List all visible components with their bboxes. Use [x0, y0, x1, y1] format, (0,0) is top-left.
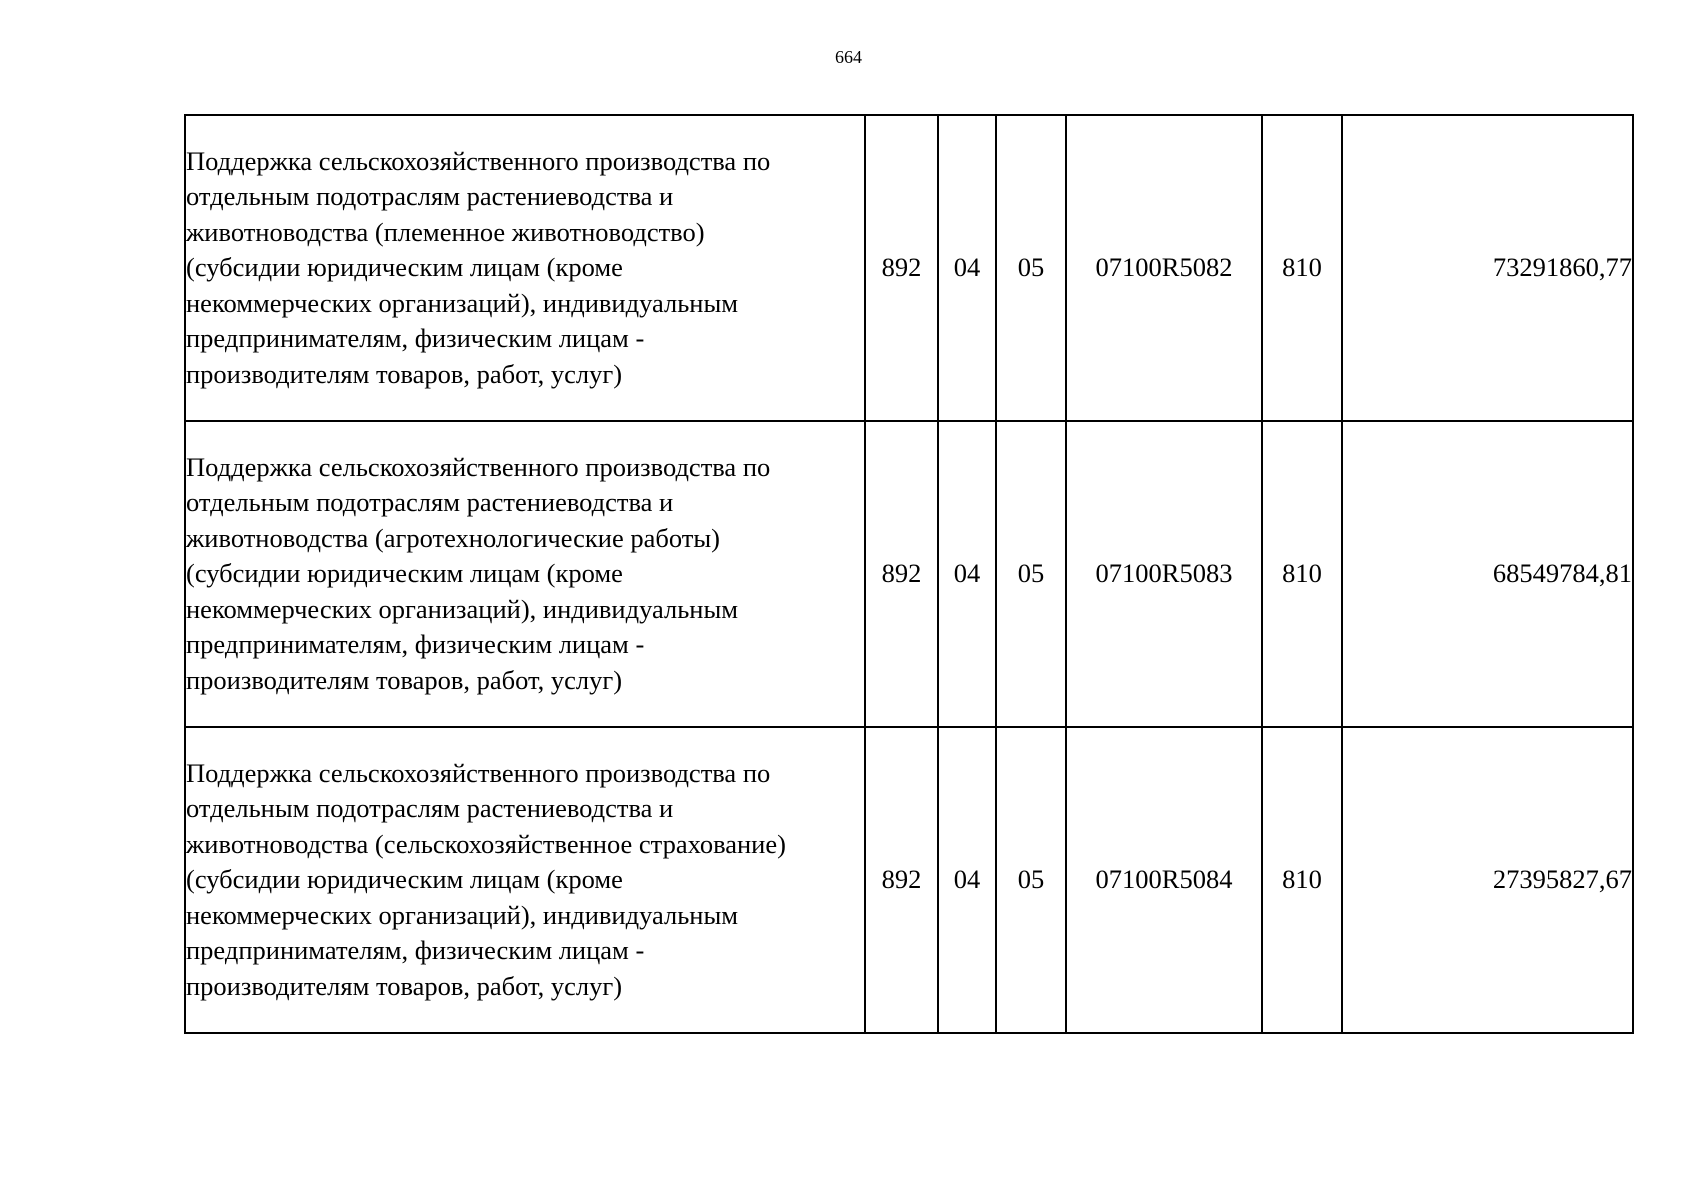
ministry-code-cell: 892	[865, 727, 938, 1033]
target-article-cell: 07100R5083	[1066, 421, 1262, 727]
expense-type-cell: 810	[1262, 421, 1342, 727]
description-line: предпринимателям, физическим лицам -	[186, 323, 645, 354]
target-article-cell: 07100R5082	[1066, 115, 1262, 421]
description-line: (субсидии юридическим лицам (кроме	[186, 864, 623, 895]
subsection-code-cell: 05	[996, 421, 1066, 727]
description-cell	[185, 727, 865, 1033]
description-line: производителям товаров, работ, услуг)	[186, 664, 623, 695]
description-line: некоммерческих организаций), индивидуальным	[186, 593, 739, 624]
amount-cell: 73291860,77	[1342, 115, 1633, 421]
section-code-cell: 04	[938, 421, 996, 727]
table-row	[185, 115, 1633, 421]
ministry-code-cell: 892	[865, 115, 938, 421]
section-code-cell: 04	[938, 115, 996, 421]
description-line: некоммерческих организаций), индивидуальным	[186, 287, 739, 318]
description-line: (субсидии юридическим лицам (кроме	[186, 558, 623, 589]
subsection-code-cell: 05	[996, 115, 1066, 421]
description-line: животноводства (агротехнологические работы)	[186, 522, 720, 553]
section-code-cell: 04	[938, 727, 996, 1033]
ministry-code-cell: 892	[865, 421, 938, 727]
target-article-cell: 07100R5084	[1066, 727, 1262, 1033]
description-line: животноводства (племенное животноводство)	[186, 216, 705, 247]
description-line: животноводства (сельскохозяйственное страхование)	[186, 828, 786, 859]
description-line: Поддержка сельскохозяйственного производства по	[186, 145, 771, 176]
description-line: отдельным подотраслям растениеводства и	[186, 181, 674, 212]
description-line: (субсидии юридическим лицам (кроме	[186, 252, 623, 283]
table-row	[185, 727, 1633, 1033]
description-line: предпринимателям, физическим лицам -	[186, 935, 645, 966]
expense-type-cell: 810	[1262, 115, 1342, 421]
subsection-code-cell: 05	[996, 727, 1066, 1033]
page-number: 664	[835, 47, 862, 67]
description-line: отдельным подотраслям растениеводства и	[186, 487, 674, 518]
table-row	[185, 421, 1633, 727]
description-line: производителям товаров, работ, услуг)	[186, 970, 623, 1001]
description-line: производителям товаров, работ, услуг)	[186, 358, 623, 389]
budget-table	[184, 114, 1634, 1034]
description-line: некоммерческих организаций), индивидуальным	[186, 899, 739, 930]
description-line: предпринимателям, физическим лицам -	[186, 629, 645, 660]
amount-cell: 68549784,81	[1342, 421, 1633, 727]
description-cell	[185, 115, 865, 421]
description-line: отдельным подотраслям растениеводства и	[186, 793, 674, 824]
description-line: Поддержка сельскохозяйственного производства по	[186, 757, 771, 788]
amount-cell: 27395827,67	[1342, 727, 1633, 1033]
description-line: Поддержка сельскохозяйственного производства по	[186, 451, 771, 482]
expense-type-cell: 810	[1262, 727, 1342, 1033]
description-cell	[185, 421, 865, 727]
